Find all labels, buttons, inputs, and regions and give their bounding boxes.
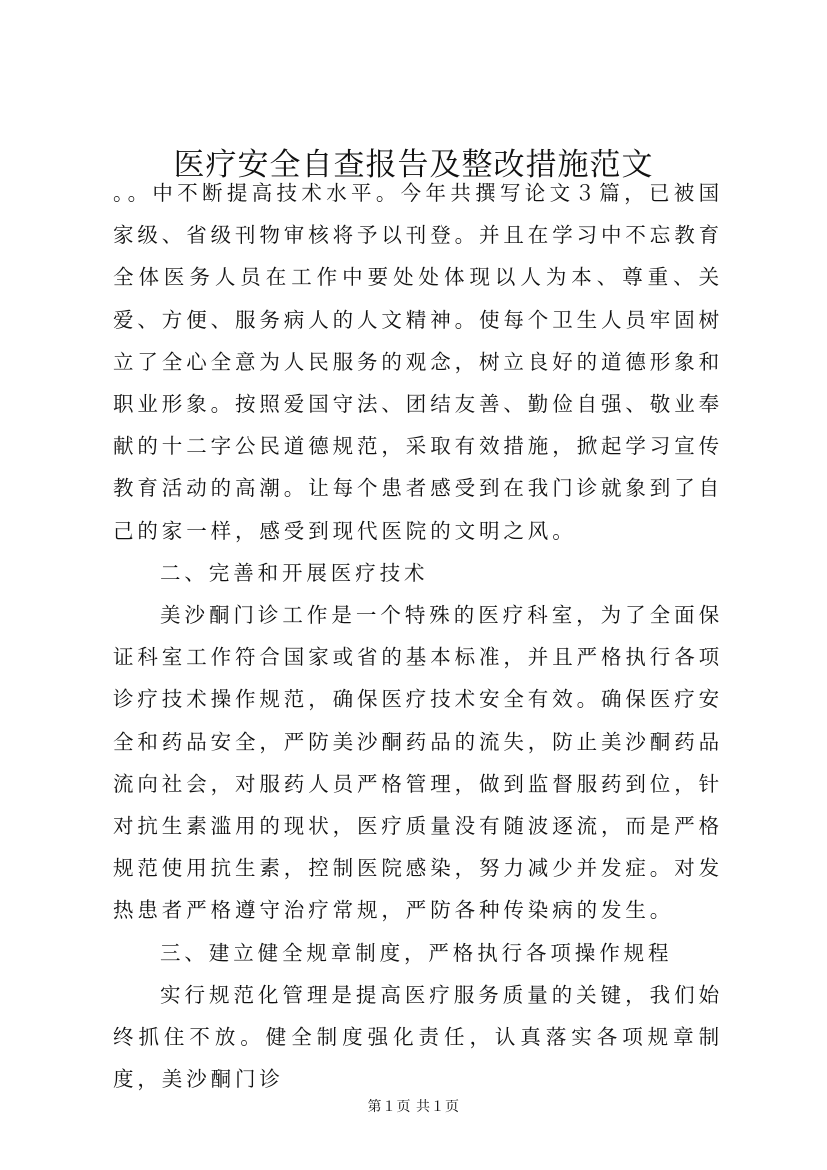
body-paragraph: 。。中不断提高技术水平。今年共撰写论文３篇，已被国家级、省级刊物审核将予以刊登。并且在学习中不忘教育全体医务人员在工作中要处处体现以人为本、尊重、关爱、方便、服务病人的人文精神。使每个卫生人员牢固树立了全心全意为人民服务的观念，树立良好的道德形象和职业形象。按照爱国守法、团结友善、勤俭自强、敬业奉献的十二字公民道德规范，采取有效措施，掀起学习宣传教育活动的高潮。让每个患者感受到在我门诊就象到了自己的家一样，感受到现代医院的文明之风。 [113,181,723,543]
section-heading: 二、完善和开展医疗技术 [160,560,429,585]
document-title: 医疗安全自查报告及整改措施范文 [173,147,654,183]
body-paragraph: 实行规范化管理是提高医疗服务质量的关键，我们始终抓住不放。健全制度强化责任，认真落实各项规章制度，美沙酮门诊 [113,982,723,1092]
body-paragraph: 美沙酮门诊工作是一个特殊的医疗科室，为了全面保证科室工作符合国家或省的基本标准，并且严格执行各项诊疗技术操作规范，确保医疗技术安全有效。确保医疗安全和药品安全，严防美沙酮药品的流失，防止美沙酮药品流向社会，对服药人员严格管理，做到监督服药到位，针对抗生素滥用的现状，医疗质量没有随波逐流，而是严格规范使用抗生素，控制医院感染，努力减少并发症。对发热患者严格遵守治疗常规，严防各种传染病的发生。 [113,603,723,923]
page-footer: 第１页 共１页 [367,1099,460,1115]
document-body [113,172,723,1100]
section-heading: 三、建立健全规章制度，严格执行各项操作规程 [160,940,673,965]
